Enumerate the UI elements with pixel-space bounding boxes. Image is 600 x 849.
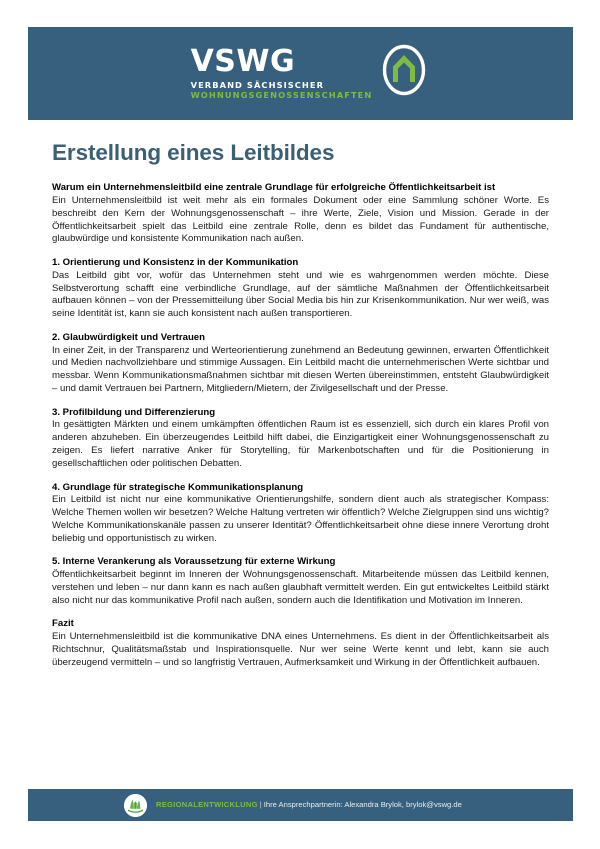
section-body: In gesättigten Märkten und einem umkämpften öffentlichen Raum ist es essenziell, sich durch ein klares Profil von anderen abzuheben. Ein überzeugendes Leitbild hilft dabei, die Einzigartigkeit einer Wohnungsgenossenschaft zu zeigen. Es liefert narrative Anker für Storytelling, für Markenbotschaften und für die Positionierung in gesellschaftlichen oder politischen Debatten. xyxy=(52,419,549,470)
section-heading: 2. Glaubwürdigkeit und Vertrauen xyxy=(52,331,205,343)
section-intro xyxy=(52,182,549,246)
section-body: Ein Unternehmensleitbild ist die kommunikative DNA eines Unternehmens. Es dient in der Öffentlichkeitsarbeit als Richtschnur, Qualitätsmaßstab und Inspirationsquelle. Nur wer seine Werte kennt und lebt, kann sie auch überzeugend vermitteln – und so langfristig Vertrauen, Aufmerksamkeit und Wirkung in der Öffentlichkeit aufbauen. xyxy=(52,631,549,669)
section-heading: Fazit xyxy=(52,618,74,630)
footer-contact-info[interactable]: Ihre Ansprechpartnerin: Alexandra Brylok, brylok@vswg.de xyxy=(263,800,462,810)
footer-department-label: REGIONALENTWICKLUNG xyxy=(156,800,258,810)
logo-wordmark: VSWG xyxy=(190,43,296,79)
section-heading: 1. Orientierung und Konsistenz in der Kommunikation xyxy=(52,256,299,268)
section-heading: 4. Grundlage für strategische Kommunikationsplanung xyxy=(52,481,304,493)
section-heading: Warum ein Unternehmensleitbild eine zentrale Grundlage für erfolgreiche Öffentlichkeitsarbeit ist xyxy=(52,181,496,193)
footer-banner xyxy=(28,789,573,821)
footer-text-line xyxy=(156,801,462,809)
footer-content xyxy=(124,794,462,817)
section-5 xyxy=(52,556,549,608)
section-heading: 5. Interne Verankerung als Voraussetzung für externe Wirkung xyxy=(52,556,336,568)
section-1 xyxy=(52,257,549,321)
section-3 xyxy=(52,407,549,471)
section-body: Ein Leitbild ist nicht nur eine kommunikative Orientierungshilfe, sondern dient auch als strategischer Kompass: Welche Themen wollen wir besetzen? Welche Haltung vertreten wir öffentlich? Welche Zielgruppen sind uns wichtig? Welche Kommunikationskanäle passen zu unserer Identität? Öffentlichkeitsarbeit ohne diese innere Verortung droht beliebig und opportunistisch zu wirken. xyxy=(52,494,549,545)
section-heading: 3. Profilbildung und Differenzierung xyxy=(52,406,216,418)
document-content xyxy=(52,140,549,670)
logo-subtitle-line-2: WOHNUNGSGENOSSENSCHAFTEN xyxy=(190,90,373,100)
footer-separator: | xyxy=(259,800,262,810)
house-in-oval-icon xyxy=(382,44,426,96)
logo-text-block xyxy=(190,43,373,101)
section-body: Öffentlichkeitsarbeit beginnt im Inneren der Wohnungsgenossenschaft. Mitarbeitende müssen das Leitbild kennen, verstehen und leben – nur dann kann es nach außen glaubhaft vermittelt werden. Ein gut entwickeltes Leitbild stärkt also nicht nur das kommunikative Profil nach außen, sondern auch die Identifikation und Motivation im Inneren. xyxy=(52,569,549,607)
logo-subtitle-line-1: VERBAND SÄCHSISCHER xyxy=(190,79,325,90)
section-2 xyxy=(52,332,549,396)
header-banner xyxy=(28,27,573,120)
section-body: Ein Unternehmensleitbild ist weit mehr als ein formales Dokument oder eine Sammlung schöner Worte. Es beschreibt den Kern der Wohnungsgenossenschaft – ihre Werte, Ziele, Vision und Mission. Gerade in der Öffentlichkeitsarbeit spielt das Leitbild eine zentrale Rolle, denn es bildet das Fundament für authentische, glaubwürdige und konsistente Kommunikation nach außen. xyxy=(52,194,549,245)
section-body: In einer Zeit, in der Transparenz und Werteorientierung zunehmend an Bedeutung gewinnen, erwarten Öffentlichkeit und Medien nachvollziehbare und stimmige Aussagen. Ein Leitbild macht die unternehmerischen Werte sichtbar und messbar. Wenn Kommunikationsmaßnahmen sichtbar mit diesen Werten übereinstimmen, entsteht Glaubwürdigkeit – und damit Vertrauen bei Partnern, Mitgliedern/Mietern, der Zivilgesellschaft und der Presse. xyxy=(52,344,549,395)
section-fazit xyxy=(52,618,549,670)
section-4 xyxy=(52,482,549,546)
regional-development-icon xyxy=(124,794,147,817)
page-title: Erstellung eines Leitbildes xyxy=(52,140,335,165)
vswg-logo xyxy=(191,44,427,104)
section-body: Das Leitbild gibt vor, wofür das Unternehmen steht und wie es wahrgenommen werden möchte. Diese Selbstverortung schafft eine verbindliche Grundlage, auf der sämtliche Maßnahmen der Öffentlichkeitsarbeit aufbauen können – von der Pressemitteilung über Social Media bis hin zur Krisenkommunikation. Nur wer weiß, was seine Identität ist, kann sie auch konsistent nach außen transportieren. xyxy=(52,269,549,320)
